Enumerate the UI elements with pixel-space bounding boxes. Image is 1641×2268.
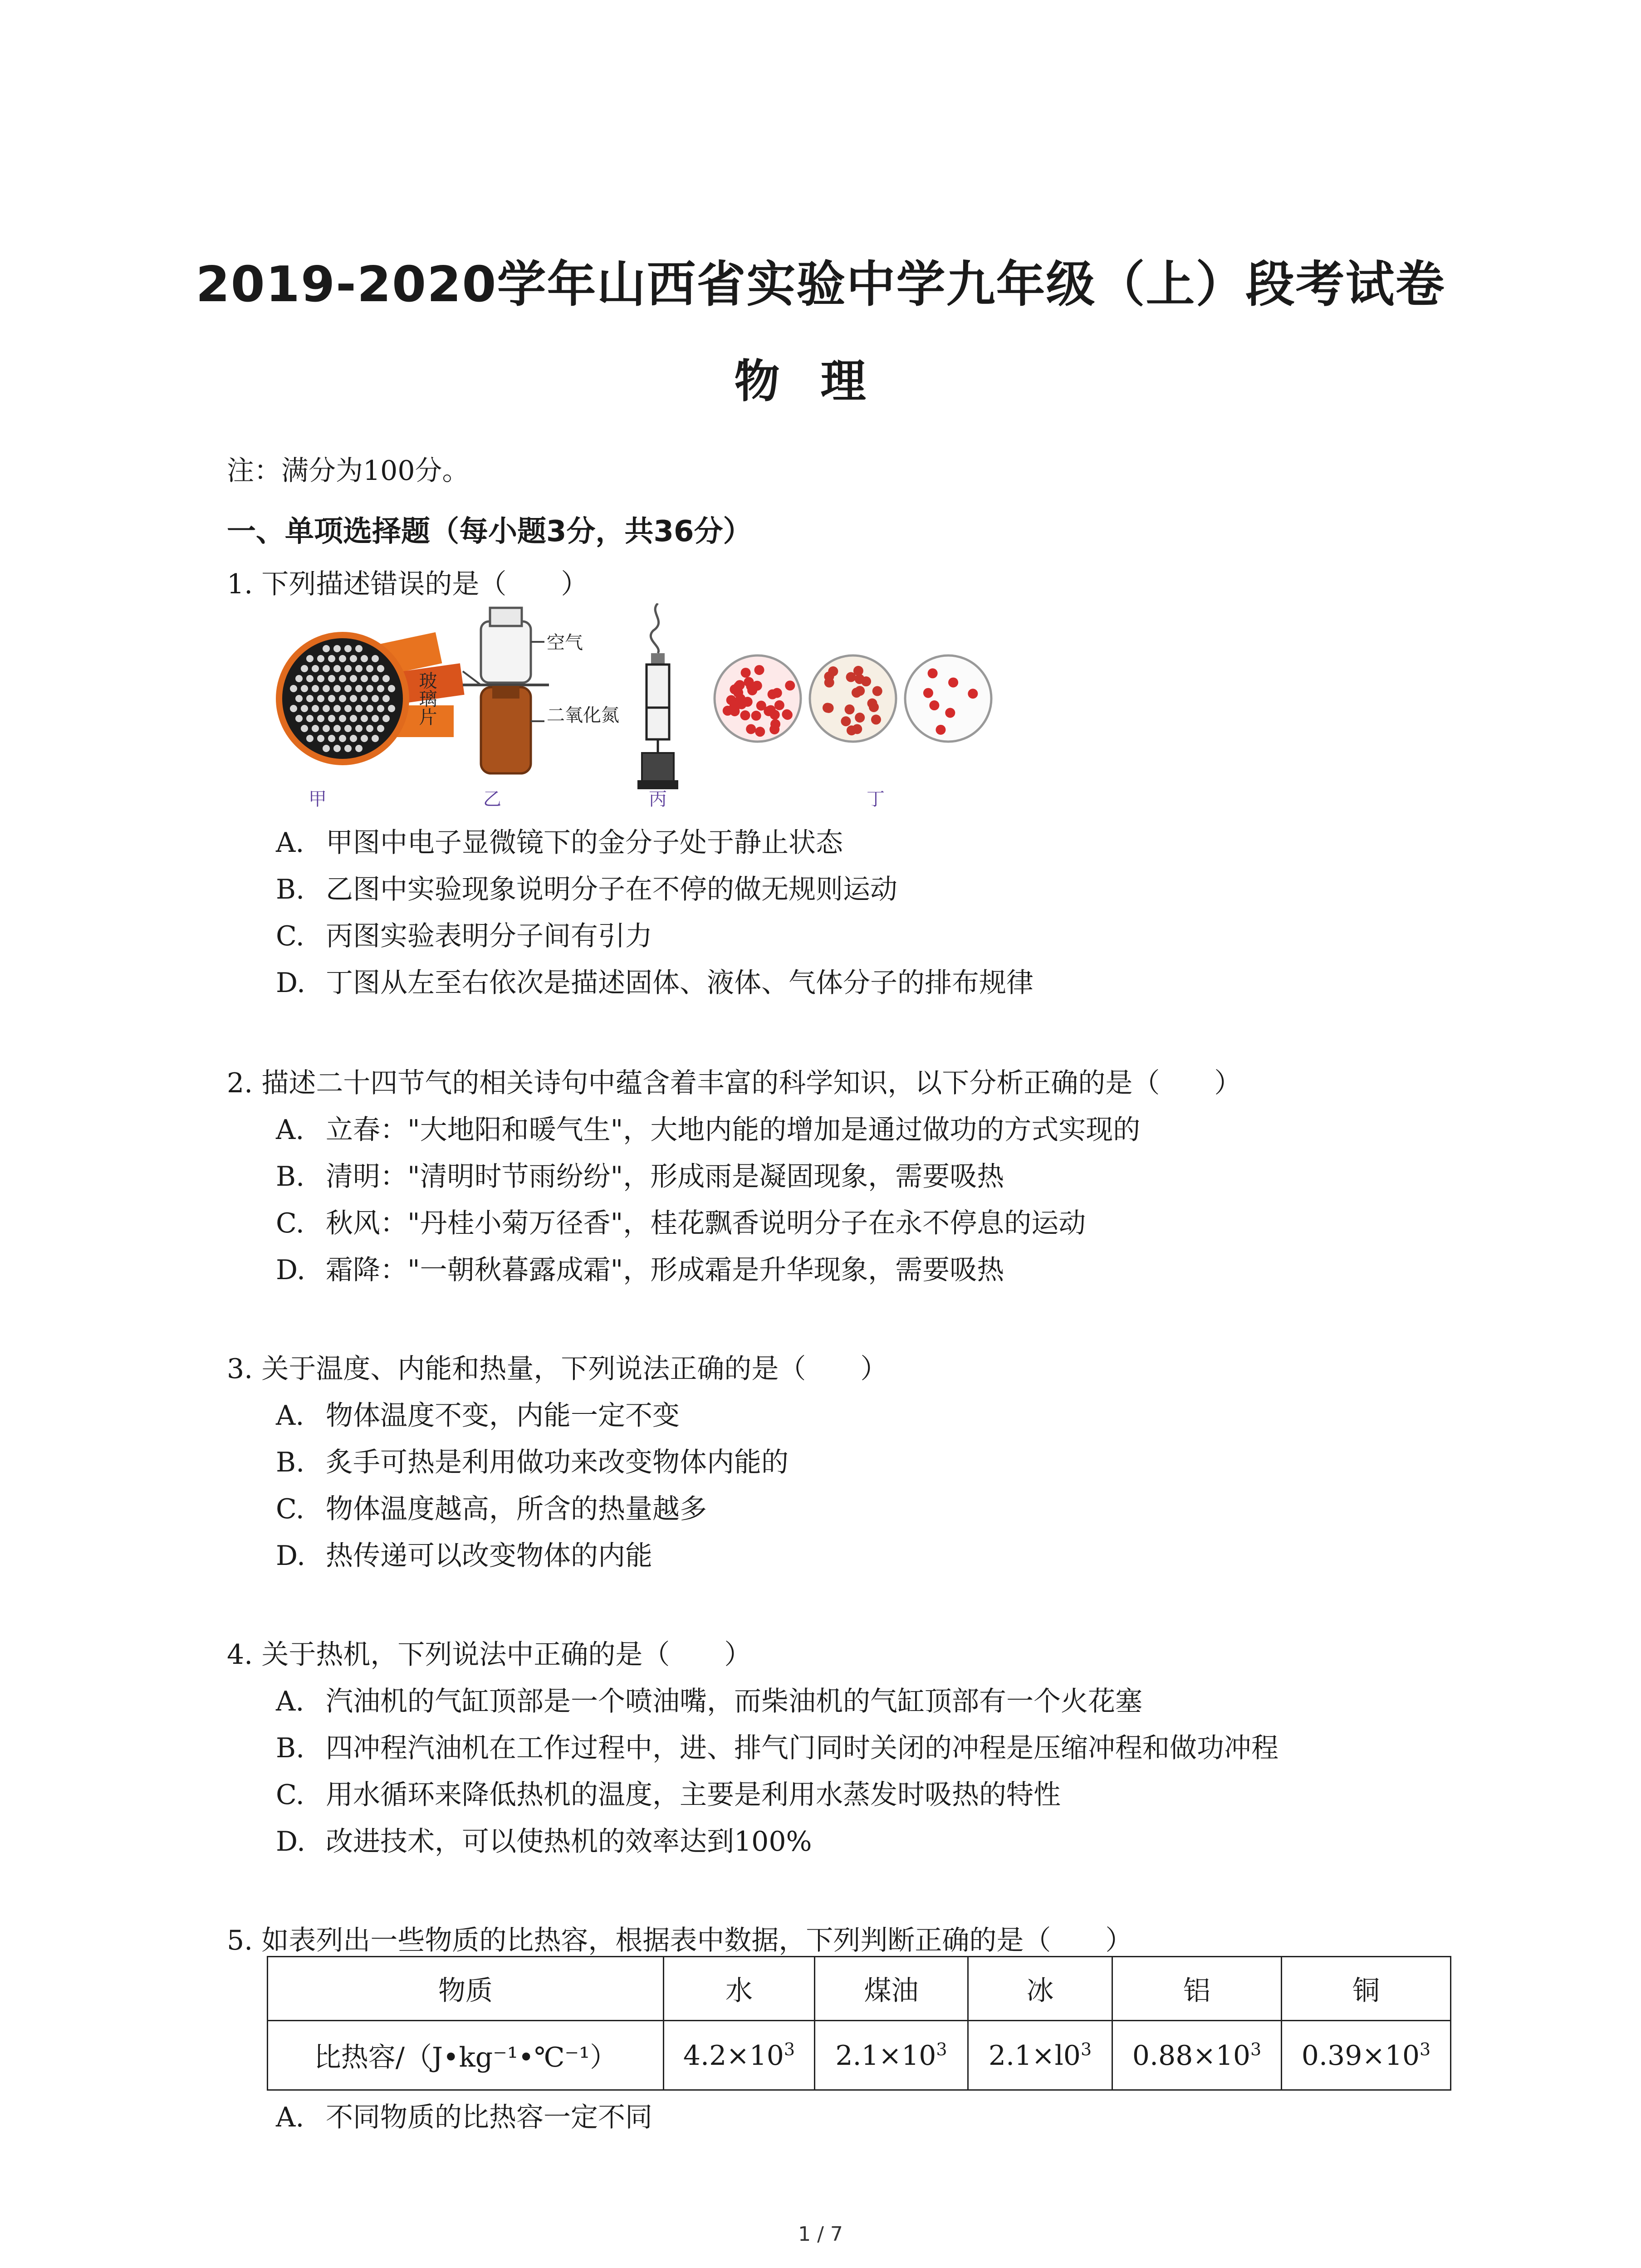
table-header-cell: 煤油: [815, 1957, 968, 2021]
q2-option-a: A. 立春："大地阳和暖气生"，大地内能的增加是通过做功的方式实现的: [276, 1114, 1141, 1146]
score-note: 注：满分为100分。: [227, 455, 470, 487]
q2-option-b: B. 清明："清明时节雨纷纷"，形成雨是凝固现象，需要吸热: [276, 1161, 1004, 1193]
table-cell: $0.39\times 10^3$: [1282, 2021, 1451, 2090]
q4-option-d: D. 改进技术，可以使热机的效率达到100%: [276, 1826, 812, 1857]
q3-option-d: D. 热传递可以改变物体的内能: [276, 1540, 652, 1572]
page-number: 1 / 7: [798, 2223, 843, 2246]
table-row-label: 比热容/（J•kg⁻¹•℃⁻¹）: [268, 2021, 664, 2090]
q1-option-a: A. 甲图中电子显微镜下的金分子处于静止状态: [276, 827, 843, 859]
q3-option-c: C. 物体温度越高，所含的热量越多: [276, 1493, 707, 1525]
glass-label: 玻璃片: [416, 671, 437, 726]
lead-block-apparatus: [637, 603, 678, 789]
question-2-stem: 2. 描述二十四节气的相关诗句中蕴含着丰富的科学知识，以下分析正确的是（ ）: [227, 1067, 1242, 1099]
q4-option-c: C. 用水循环来降低热机的温度，主要是利用水蒸发时吸热的特性: [276, 1779, 1061, 1811]
table-header-cell: 铜: [1282, 1957, 1451, 2021]
table-header-cell: 水: [664, 1957, 815, 2021]
question-1-stem: 1. 下列描述错误的是（ ）: [227, 568, 588, 600]
table-cell: $0.88\times 10^3$: [1112, 2021, 1282, 2090]
q1-option-d: D. 丁图从左至右依次是描述固体、液体、气体分子的排布规律: [276, 967, 1034, 999]
table-row: [268, 2021, 1451, 2090]
table-header-cell: 物质: [268, 1957, 664, 2021]
molecule-arrangement-images: [715, 655, 991, 742]
table-header-cell: 铝: [1112, 1957, 1282, 2021]
question-5-stem: 5. 如表列出一些物质的比热容，根据表中数据，下列判断正确的是（ ）: [227, 1925, 1133, 1956]
experiment-diagrams: [268, 603, 1030, 812]
table-cell: $4.2\times 10^3$: [664, 2021, 815, 2090]
section-heading: 一、单项选择题（每小题3分，共36分）: [227, 515, 752, 548]
specific-heat-table: [267, 1956, 1451, 2091]
q1-option-c: C. 丙图实验表明分子间有引力: [276, 920, 652, 952]
figure-label-yi: 乙: [483, 789, 501, 810]
question-4-stem: 4. 关于热机，下列说法中正确的是（ ）: [227, 1639, 752, 1671]
gas-diffusion-apparatus: [463, 608, 549, 773]
air-label: 空气: [547, 632, 583, 653]
table-cell: $2.1\times 10^3$: [815, 2021, 968, 2090]
figure-label-jia: 甲: [309, 789, 327, 810]
exam-title: 2019-2020学年山西省实验中学九年级（上）段考试卷: [196, 256, 1445, 313]
q3-option-a: A. 物体温度不变，内能一定不变: [276, 1400, 680, 1432]
table-header-row: [268, 1957, 1451, 2021]
q5-option-a: A. 不同物质的比热容一定不同: [276, 2102, 652, 2133]
q2-option-d: D. 霜降："一朝秋暮露成霜"，形成霜是升华现象，需要吸热: [276, 1254, 1004, 1286]
question-3-stem: 3. 关于温度、内能和热量，下列说法正确的是（ ）: [227, 1353, 888, 1385]
question-1-figure: [268, 603, 1030, 812]
figure-label-ding: 丁: [867, 789, 885, 810]
no2-label: 二氧化氮: [547, 705, 619, 726]
q1-option-b: B. 乙图中实验现象说明分子在不停的做无规则运动: [276, 874, 897, 905]
figure-label-bing: 丙: [649, 789, 667, 810]
q4-option-b: B. 四冲程汽油机在工作过程中，进、排气门同时关闭的冲程是压缩冲程和做功冲程: [276, 1732, 1279, 1764]
table-header-cell: 冰: [968, 1957, 1112, 2021]
subject-title: 物理: [734, 355, 907, 408]
q3-option-b: B. 炙手可热是利用做功来改变物体内能的: [276, 1447, 789, 1478]
table-cell: $2.1\times l0^3$: [968, 2021, 1112, 2090]
q4-option-a: A. 汽油机的气缸顶部是一个喷油嘴，而柴油机的气缸顶部有一个火花塞: [276, 1686, 1142, 1717]
q2-option-c: C. 秋风："丹桂小菊万径香"，桂花飘香说明分子在永不停息的运动: [276, 1207, 1086, 1239]
